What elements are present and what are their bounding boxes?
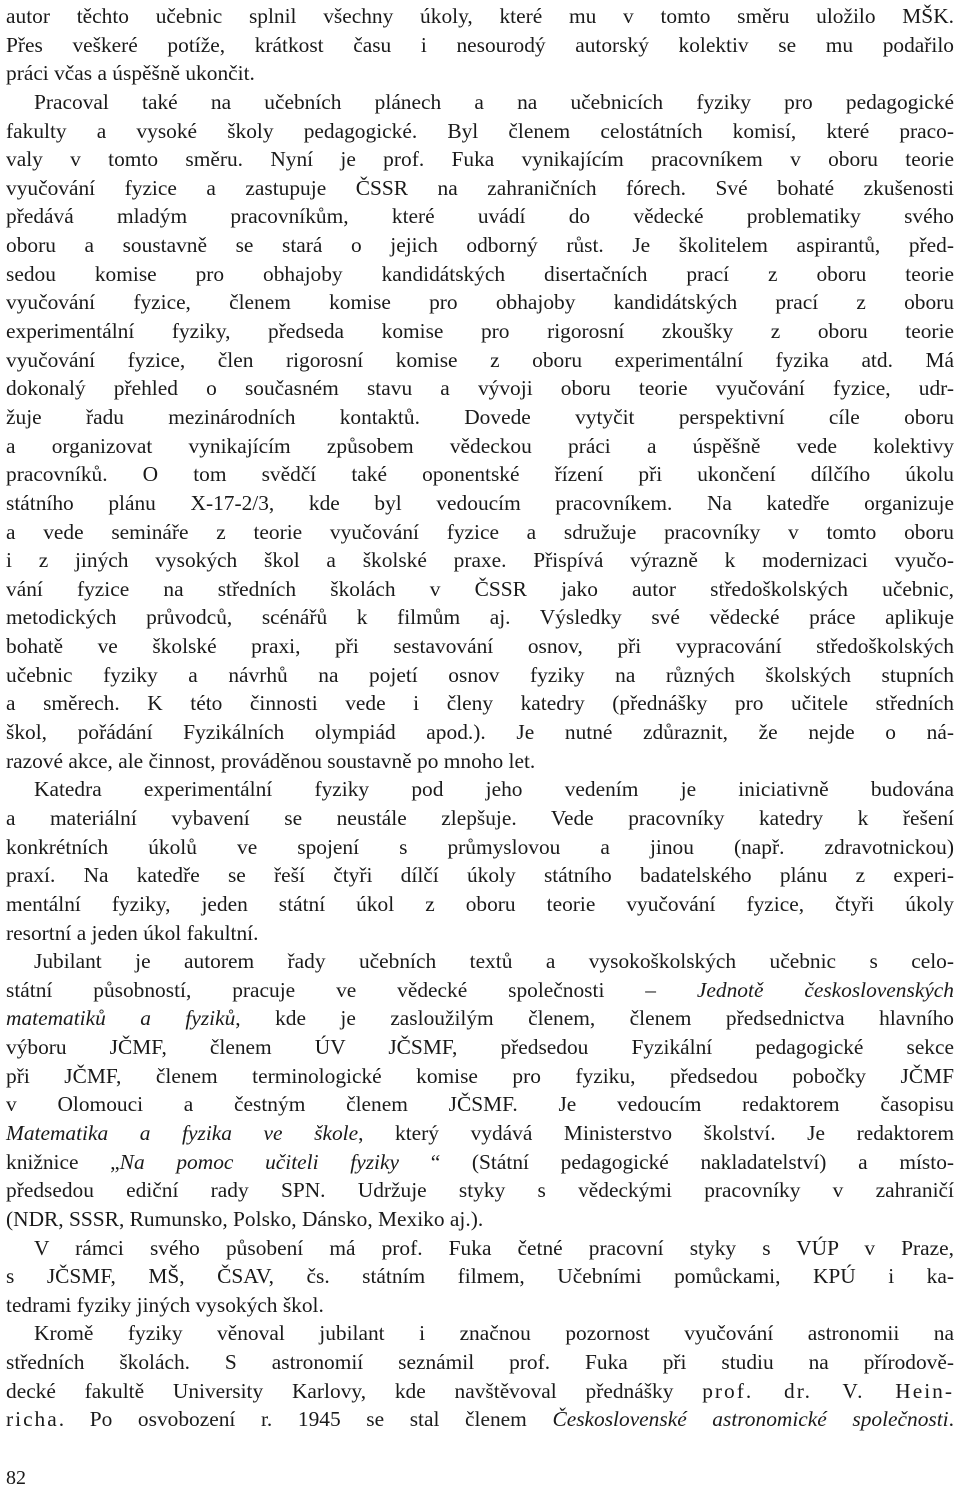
text-line: vyučování fyzice, členem komise pro obhajoby kandidátských prací z oboru (6, 290, 954, 315)
text-line: fakulty a vysoké školy pedagogické. Byl členem celostátních komisí, které praco- (6, 118, 954, 143)
text-line: sedou komise pro obhajoby kandidátských disertačních prací z oboru teorie (6, 261, 954, 286)
text-line: a materiální vybavení se neustále zlepšuje. Vede pracovníky katedry k řešení (6, 805, 954, 830)
text-line: státní působností, pracuje ve vědecké společnosti – Jednotě československých (6, 977, 954, 1002)
text-line: Pracoval také na učebních plánech a na učebnicích fyziky pro pedagogické (34, 89, 954, 114)
text-line: předává mladým pracovníkům, které uvádí do vědecké problematiky svého (6, 204, 954, 229)
page-number: 82 (6, 1467, 26, 1489)
text-line: s JČSMF, MŠ, ČSAV, čs. státním filmem, Učebními pomůckami, KPÚ i ka- (6, 1264, 954, 1289)
text-line: tedrami fyziky jiných vysokých škol. (6, 1292, 324, 1317)
text-line: resortní a jeden úkol fakultní. (6, 920, 259, 945)
text-line: autor těchto učebnic splnil všechny úkoly, které mu v tomto směru uložilo MŠK. (6, 4, 954, 28)
text-line: oboru a soustavně se stará o jejich odborný růst. Je školitelem aspirantů, před- (6, 233, 954, 258)
text-line: vyučování fyzice a zastupuje ČSSR na zahraničních fórech. Své bohaté zkušenosti (6, 175, 954, 200)
text-line: v Olomouci a čestným členem JČSMF. Je vedoucím redaktorem časopisu (6, 1092, 954, 1117)
text-line: předsedou ediční rady SPN. Udržuje styky s vědeckými pracovníky v zahraničí (6, 1178, 954, 1203)
text-line: bohatě ve školské praxi, při sestavování osnov, při vypracování středoškolských (6, 634, 954, 659)
body-text (6, 2, 954, 1434)
text-line: výboru JČMF, členem ÚV JČSMF, předsedou Fyzikální pedagogické sekce (6, 1035, 954, 1060)
text-line: i z jiných vysokých škol a školské praxe. Přispívá výrazně k modernizaci vyučo- (6, 548, 954, 573)
text-line: experimentální fyziky, předseda komise pro rigorosní zkoušky z oboru teorie (6, 319, 954, 344)
text-line: a organizovat vynikajícím způsobem vědeckou práci a úspěšně vede kolektivy (6, 433, 954, 458)
text-line: Matematika a fyzika ve škole, který vydává Ministerstvo školství. Je redaktorem (6, 1120, 954, 1145)
text-line: učebnic fyziky a návrhů na pojetí osnov fyziky na různých školských stupních (6, 662, 954, 687)
text-line: a směrech. K této činnosti vede i členy katedry (přednášky pro učitele středních (6, 691, 954, 716)
text-line: státního plánu X-17-2/3, kde byl vedoucím pracovníkem. Na katedře organizuje (6, 490, 954, 515)
text-line: konkrétních úkolů ve spojení s průmyslovou a jinou (např. zdravotnickou) (6, 834, 954, 859)
text-line: knižnice „Na pomoc učiteli fyziky “ (Státní pedagogické nakladatelství) a místo- (6, 1149, 955, 1174)
text-line: při JČMF, členem terminologické komise pro fyziku, předsedou pobočky JČMF (6, 1063, 954, 1088)
text-line: práci včas a úspěšně ukončit. (6, 61, 255, 86)
text-line: žuje řadu mezinárodních kontaktů. Dovede vytyčit perspektivní cíle oboru (6, 404, 954, 429)
text-line: praxí. Na katedře se řeší čtyři dílčí úkoly státního badatelského plánu z experi- (6, 863, 954, 888)
text-line: metodických průvodců, scénářů k filmům aj. Výsledky své vědecké práce aplikuje (6, 605, 954, 630)
text-line: dokonalý přehled o současném stavu a vývoji oboru teorie vyučování fyzice, udr- (6, 376, 954, 401)
text-line: Jubilant je autorem řady učebních textů a vysokoškolských učebnic s celo- (34, 949, 954, 974)
text-line: valy v tomto směru. Nyní je prof. Fuka vynikajícím pracovníkem v oboru teorie (6, 147, 954, 172)
text-line: matematiků a fyziků, kde je zasloužilým členem, členem předsednictva hlavního (6, 1006, 954, 1031)
text-line: vání fyzice na středních školách v ČSSR jako autor středoškolských učebnic, (6, 576, 954, 601)
text-line: razové akce, ale činnost, prováděnou soustavně po mnoho let. (6, 748, 536, 773)
text-line: mentální fyziky, jeden státní úkol z oboru teorie vyučování fyzice, čtyři úkoly (6, 891, 954, 916)
text-line: škol, pořádání Fyzikálních olympiád apod.). Je nutné zdůraznit, že nejde o ná- (6, 720, 954, 745)
text-line: Přes veškeré potíže, krátkost času i nesourodý autorský kolektiv se mu podařilo (6, 32, 954, 57)
text-line: (NDR, SSSR, Rumunsko, Polsko, Dánsko, Mexiko aj.). (6, 1206, 484, 1231)
text-line: Kromě fyziky věnoval jubilant i značnou pozornost vyučování astronomii na (34, 1321, 954, 1346)
text-line: pracovníků. O tom svědčí také oponentské řízení při ukončení dílčího úkolu (6, 462, 954, 487)
text-line: vyučování fyzice, člen rigorosní komise z oboru experimentální fyzika atd. Má (6, 347, 954, 372)
text-line: Katedra experimentální fyziky pod jeho vedením je iniciativně budována (34, 777, 954, 802)
text-line: richa. Po osvobození r. 1945 se stal členem Československé astronomické společnosti. (6, 1407, 954, 1432)
text-line: decké fakultě University Karlovy, kde navštěvoval přednášky prof. dr. V. Hein- (6, 1378, 954, 1403)
text-line: středních školách. S astronomií seznámil prof. Fuka při studiu na přírodově- (6, 1350, 954, 1375)
text-line: V rámci svého působení má prof. Fuka četné pracovní styky s VÚP v Praze, (34, 1235, 954, 1260)
text-line: a vede semináře z teorie vyučování fyzice a sdružuje pracovníky v tomto oboru (6, 519, 954, 544)
